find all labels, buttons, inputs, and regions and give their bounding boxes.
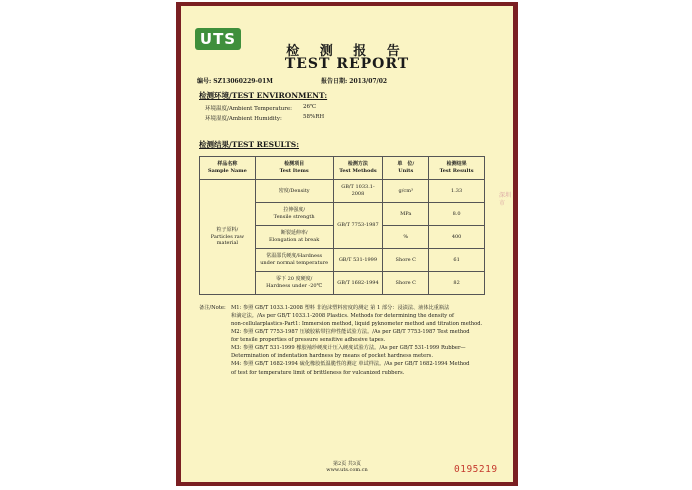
serial-number: 0195219 bbox=[454, 464, 498, 475]
test-item-cell: 零下 20 度硬度/ Hardness under -20℃ bbox=[255, 272, 333, 295]
unit-cell: Shore C bbox=[383, 249, 429, 272]
note-line: M4: 参照 GB/T 1682-1994 硫化橡胶低温脆性的测定 单试样法。/As per GB/T 1682-1994 Method bbox=[231, 361, 470, 368]
unit-cell: MPa bbox=[383, 203, 429, 226]
result-cell: 82 bbox=[429, 272, 485, 295]
notes-body bbox=[231, 304, 495, 377]
column-header-sample: 样品名称 Sample Name bbox=[200, 157, 256, 180]
env-label-humidity: 环境湿度/Ambient Humidity: bbox=[205, 116, 282, 122]
column-header-items: 检测项目 Test Items bbox=[255, 157, 333, 180]
result-cell: 1.33 bbox=[429, 180, 485, 203]
note-line: M1: 参照 GB/T 1033.1-2008 塑料 非泡沫塑料密度的测定 第 1 部分：浸渍法、液体比重瓶法 bbox=[231, 305, 450, 311]
env-label-temperature: 环境温度/Ambient Temperature: bbox=[205, 106, 292, 112]
column-header-results: 检测结果 Test Results bbox=[429, 157, 485, 180]
test-item-cell: 常温邵氏硬度/Hardness under normal temperature bbox=[255, 249, 333, 272]
results-heading: 检测结果/TEST RESULTS: bbox=[199, 140, 299, 149]
notes-label: 备注/Note: bbox=[199, 305, 226, 311]
note-line: M3: 参照 GB/T 531-1999 橡胶袖珍硬度计压入硬度试验方法。/As per GB/T 531-1999 Rubber— bbox=[231, 345, 466, 352]
notes-section bbox=[199, 304, 495, 377]
unit-cell: g/cm³ bbox=[383, 180, 429, 203]
test-method-cell: GB/T 531-1999 bbox=[333, 249, 383, 272]
table-row bbox=[200, 180, 485, 203]
results-table bbox=[199, 156, 485, 295]
note-line: Determination of indentation hardness by means of pocket hardness meters. bbox=[231, 353, 433, 360]
report-number: 编号: SZ13060229-01M bbox=[197, 78, 273, 85]
test-method-cell: GB/T 1033.1-2008 bbox=[333, 180, 383, 203]
seal-stamp: 深圳市 bbox=[499, 192, 512, 207]
note-line: 和滴定法。/As per GB/T 1033.1-2008 Plastics. Methods for determining the density of bbox=[231, 313, 454, 320]
website-url: www.uts.com.cn bbox=[326, 467, 368, 473]
uts-logo: UTS bbox=[195, 28, 241, 50]
note-line: for tensile properties of pressure sensitive adhesive tapes. bbox=[231, 337, 386, 344]
table-header-row bbox=[200, 157, 485, 180]
note-line: M2: 参照 GB/T 7753-1987 压敏胶粘带拉伸性能试验方法。/As per GB/T 7753-1987 Test method bbox=[231, 329, 470, 336]
title-english: TEST REPORT bbox=[284, 56, 410, 72]
result-cell: 8.0 bbox=[429, 203, 485, 226]
env-value-temperature: 26℃ bbox=[303, 104, 317, 110]
environment-heading: 检测环境/TEST ENVIRONMENT: bbox=[199, 91, 328, 100]
unit-cell: Shore C bbox=[383, 272, 429, 295]
column-header-methods: 检测方法 Test Methods bbox=[333, 157, 383, 180]
unit-cell: % bbox=[383, 226, 429, 249]
report-page bbox=[181, 6, 513, 482]
result-cell: 400 bbox=[429, 226, 485, 249]
test-item-cell: 拉伸强度/ Tensile strength bbox=[255, 203, 333, 226]
title-chinese: 检 测 报 告 bbox=[286, 44, 408, 59]
test-method-cell: GB/T 1682-1994 bbox=[333, 272, 383, 295]
test-item-cell: 密度/Density bbox=[255, 180, 333, 203]
result-cell: 61 bbox=[429, 249, 485, 272]
test-method-cell: GB/T 7753-1987 bbox=[333, 203, 383, 249]
sample-name-cell: 粒子原料/ Particles raw material bbox=[200, 180, 256, 295]
column-header-units: 单 位/ Units bbox=[383, 157, 429, 180]
env-value-humidity: 58%RH bbox=[303, 114, 325, 120]
report-date: 报告日期: 2013/07/02 bbox=[321, 78, 388, 85]
note-line: of test for temperature limit of brittleness for vulcanized rubbers. bbox=[231, 369, 405, 376]
page-number: 第2页 共3页 bbox=[333, 461, 361, 467]
note-line: non-cellularplastics-Part1: Immersion method, liquid pyknometer method and titration method. bbox=[231, 321, 483, 328]
test-item-cell: 断裂延伸率/ Elongation at break bbox=[255, 226, 333, 249]
